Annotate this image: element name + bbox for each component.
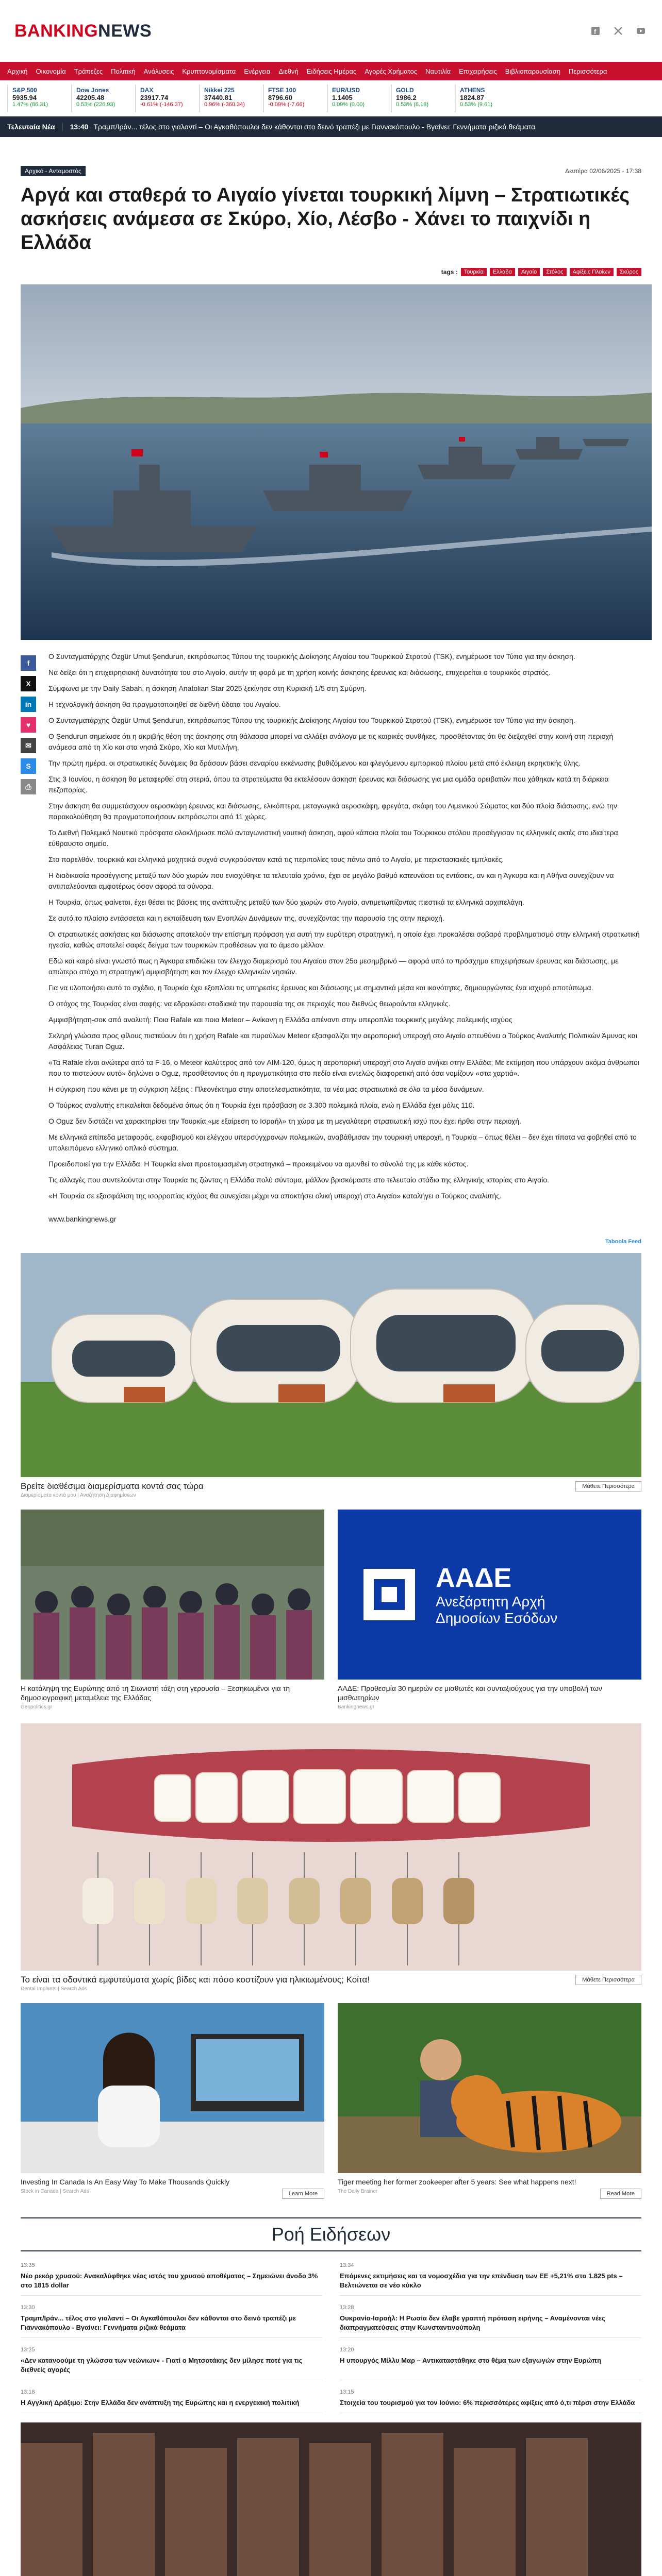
news-feed-title: Ροή Ειδήσεων xyxy=(21,2217,641,2251)
teeth-caption[interactable]: Το είναι τα οδοντικά εμφυτεύματα χωρίς βίδες και πόσο κοστίζουν για ηλικιωμένους; Κοίτα! xyxy=(21,1975,370,1985)
share-button[interactable]: in xyxy=(21,697,36,712)
teeth-button[interactable]: Μάθετε Περισσότερα xyxy=(575,1975,641,1985)
share-button[interactable]: ✉ xyxy=(21,738,36,753)
feed-item[interactable] xyxy=(340,2345,641,2380)
feed-text: Ουκρανία-Ισραήλ: Η Ρωσία δεν έλαβε γραπτή πρόταση ειρήνης – Αναμένονται νέες διαπραγματεύσεις στην Κωνσταντινούπολη xyxy=(340,2314,605,2331)
tag-chip[interactable]: Ελλάδα xyxy=(490,268,515,276)
article-paragraph: Προειδοποιεί για την Ελλάδα: Η Τουρκία είναι προετοιμασμένη στρατηγικά – προκειμένου να αμυνθεί το σύνολό της με κάθε κόστος. xyxy=(48,1160,469,1168)
tag-chip[interactable]: Αφίξεις Πλοίων xyxy=(570,268,614,276)
ticker-value: 42205.48 xyxy=(76,93,105,101)
nav-item[interactable]: Ενέργεια xyxy=(244,67,271,75)
nav-item[interactable]: Διεθνή xyxy=(278,67,299,75)
article-paragraph: «Τα Rafale είναι ανώτερα από τα F-16, ο Meteor καλύτερος από τον AIM-120, όμως η αεροπορική υπεροχή στο Αιγαίο ανήκει στην Ελλάδα; Με εκτίμηση που υπάρχουν ακόμα άνθρωποι που το πιστεύουν αυτό» δηλώνει ο Oguz, προσθέτοντας ότι η πραγματικότητα στο πεδίο είναι εντελώς διαφορετική από όσα νομίζουν «στα χαρτιά». xyxy=(48,1058,639,1077)
nav-item[interactable]: Τράπεζες xyxy=(74,67,103,75)
feed-item[interactable] xyxy=(21,2387,322,2413)
breaking-time: 13:40 xyxy=(70,123,89,131)
feed-time: 13:34 xyxy=(340,2262,354,2268)
tiger-source: The Daily Brainer xyxy=(338,2189,378,2194)
share-button[interactable]: ⎙ xyxy=(21,779,36,794)
article-paragraph: Να δείξει ότι η επιχειρησιακή δυνατότητα του στο Αιγαίο, αυτήν τη φορά με τη χρήση κοινής άσκησης έρευνας και διάσωσης, επιχειρείται ο τουρκικός στρατός. xyxy=(48,668,551,676)
ticker-name: GOLD xyxy=(396,86,414,94)
article-paragraph: Σε αυτό το πλαίσιο εντάσσεται και η εκπαίδευση των Ενοπλών Δυνάμεων της, συνεχίζοντας την παρουσία της στην περιοχή. xyxy=(48,914,444,922)
tag-chip[interactable]: Στόλος xyxy=(543,268,566,276)
sponsored-main-button[interactable]: Μάθετε Περισσότερα xyxy=(575,1481,641,1492)
article-paragraph: Στις 3 Ιουνίου, η άσκηση θα μεταφερθεί στη στεριά, όπου τα στρατεύματα θα εκτελέσουν άσκηση έρευνας και διάσωσης για μια ομάδα ορειβατών που χάθηκαν κατά τη διάρκεια πεζοπορίας. xyxy=(48,775,609,794)
ticker-change: 0.09% (0.00) xyxy=(332,101,365,108)
nav-item[interactable]: Οικονομία xyxy=(36,67,66,75)
article-paragraph: Ο Συνταγματάρχης Özgür Umut Şendurun, εκπρόσωπος Τύπου της τουρκικής Διοίκησης Αιγαίου του Τουρκικού Στρατού (TSK), ενημέρωσε τον Τύπο για την άσκηση. xyxy=(48,716,575,724)
ticker-item[interactable] xyxy=(7,84,66,112)
tiger-caption[interactable]: Tiger meeting her former zookeeper after 5 years: See what happens next! xyxy=(338,2178,576,2186)
logo-part-1: BANKING xyxy=(14,21,98,41)
article-paragraph: Το Διεθνή Πολεμικό Ναυτικό πρόσφατα ολοκλήρωσε πολύ ανταγωνιστική ναυτική άσκηση, αφού κάποια πλοία του Τούρκικου στόλου προσέγγισαν τις ελληνικές ακτές στο ιδιαίτερα εύθραυστο σημείο. xyxy=(48,828,618,848)
feed-time: 13:20 xyxy=(340,2347,354,2353)
ticker-value: 8796.60 xyxy=(268,93,292,101)
logo-part-2: NEWS xyxy=(98,21,152,41)
feed-item[interactable] xyxy=(21,2261,322,2296)
sponsored-card-woman[interactable] xyxy=(21,2003,324,2199)
aade-caption[interactable]: ΑΑΔΕ: Προθεσμία 30 ημερών σε μισθωτές και συνταξιούχους για την υποβολή των μισθωτηρίων xyxy=(338,1684,602,1702)
article-paragraph: Οι στρατιωτικές ασκήσεις και διάσωσης αποτελούν την επίσημη πρόφαση για αυτή την ευρύτερη στρατηγική, η οποία έχει προκαλέσει σοβαρό προβληματισμό στην ελληνική στρατιωτική ηγεσία, καθώς αποτελεί σαφές δείγμα των τουρκικών προθέσεων για το άμεσο μέλλον. xyxy=(48,930,640,949)
ticker-name: ATHENS xyxy=(460,86,485,94)
article-paragraph: Στο παρελθόν, τουρκικά και ελληνικά μαχητικά συχνά συγκρούονταν κατά τις περιπολίες τους πάνω από το Αιγαίο, με περιστασιακές εμπλοκές. xyxy=(48,855,504,863)
nav-item[interactable]: Αρχική xyxy=(7,67,28,75)
article-paragraph: Σύμφωνα με την Daily Sabah, η άσκηση Anatolian Star 2025 ξεκίνησε στη Κυριακή 1/5 στη Σμύρνη. xyxy=(48,684,367,692)
article-tags xyxy=(21,268,641,276)
article-category[interactable]: Αρχικό - Ανταμοστός xyxy=(21,166,86,176)
breaking-label: Τελευταία Νέα xyxy=(7,123,63,131)
article-paragraph: Με ελληνικά επίπεδα μεταφοράς, εκφοβισμού και ελέγχου υπερσύγχρονων πολεμικών, αναβάθμισαν την τουρκική υπεροχή, η Τουρκία – όπως θέλει – δεν έχει τίποτα να φοβηθεί από το υπολειπόμενο ελληνικό οπλικό σύστημα. xyxy=(48,1133,637,1152)
teeth-image xyxy=(21,1723,641,1971)
article-paragraph: Η Τουρκία, όπως φαίνεται, έχει θέσει τις βάσεις της ανάπτυξης μεταξύ των δύο χωρών στο Αιγαίο, αντιμετωπίζοντας πιεστικά τα ελληνικά αρχιπελάγη. xyxy=(48,898,524,906)
ticker-name: DAX xyxy=(140,86,154,94)
share-button[interactable]: ♥ xyxy=(21,717,36,733)
feed-time: 13:18 xyxy=(21,2389,35,2395)
share-button[interactable]: S xyxy=(21,758,36,774)
ticker-change: 0.53% (226.93) xyxy=(76,101,115,108)
feed-text: Επόμενες εκτιμήσεις και τα νομοσχέδια για την επένδυση των ΕΕ +5,21% στα 1.825 pts – Βελτιώνεται σε νέο κύκλο xyxy=(340,2272,623,2289)
article-paragraph: Ο Τούρκος αναλυτής επικαλείται δεδομένα όπως ότι η Τουρκία έχει πρόσβαση σε 3.300 πολεμικά πλοία, ενώ η Ελλάδα έχει μόλις 110. xyxy=(48,1101,475,1109)
ticker-item[interactable] xyxy=(391,84,450,112)
feed-time: 13:30 xyxy=(21,2304,35,2311)
ticker-change: -0.61% (-146.37) xyxy=(140,101,183,108)
feed-text: Η Αγγλική Δράξιμο: Στην Ελλάδα δεν ανάπτυξη της Ευρώπης και η ενεργειακή πολιτική xyxy=(21,2399,300,2406)
article-paragraph: Ο στόχος της Τουρκίας είναι σαφής: να εδραιώσει σταδιακά την παρουσία της σε περιοχές που διεθνώς θεωρούνται ελληνικές. xyxy=(48,999,451,1008)
woman-image xyxy=(21,2003,324,2173)
ticker-change: 0.53% (6.18) xyxy=(396,101,428,108)
sponsored-card-tiger[interactable] xyxy=(338,2003,641,2199)
crowd-image xyxy=(21,1510,324,1680)
nav-item[interactable]: Ναυτιλία xyxy=(425,67,451,75)
article-hero-image xyxy=(21,284,652,640)
ticker-item[interactable] xyxy=(135,84,194,112)
ticker-value: 37440.81 xyxy=(204,93,233,101)
feed-text: Η υπουργός Μίλλυ Μαρ – Αντικαταστάθηκε στο θέμα των εξαγωγών στην Ευρώπη xyxy=(340,2357,602,2364)
ticker-value: 1824.87 xyxy=(460,93,484,101)
article-paragraph: Η διαδικασία προσέγγισης μεταξύ των δύο χωρών που ενισχύθηκε τα τελευταία χρόνια, έχει σε μεγάλο βαθμό κατευνάσει τις εντάσεις, αν και η Άγκυρα και η Αθήνα συνεχίζουν να αντιπαλεύονται αμφοτέρως όσον αφορά τα σύνορα. xyxy=(48,871,614,890)
ticker-value: 1986.2 xyxy=(396,93,417,101)
youtube-icon[interactable] xyxy=(634,24,648,38)
tag-chip[interactable]: Τουρκία xyxy=(461,268,487,276)
teeth-source: Dental Implants | Search Ads xyxy=(21,1986,87,1992)
article-paragraph: Ο Συνταγματάρχης Özgür Umut Şendurun, εκπρόσωπος Τύπου της τουρκικής Διοίκησης Αιγαίου του Τουρκικού Στρατού (TSK), ενημέρωσε τον Τύπο για την άσκηση. xyxy=(48,652,575,660)
feed-text: Τραμπ/Ιράν... τέλος στο γιαλαντί – Οι Αγκαθόπουλοι δεν κάθονται στο δεινό τραπέζι με Γιαννακόπουλο - Βγαίνει: Γεννήματα ριζικά θεάματα xyxy=(21,2314,296,2331)
ticker-name: EUR/USD xyxy=(332,86,360,94)
share-button[interactable]: f xyxy=(21,655,36,671)
ticker-item[interactable] xyxy=(263,84,322,112)
feed-time: 13:35 xyxy=(21,2262,35,2268)
feed-time: 13:25 xyxy=(21,2347,35,2353)
article-title: Αργά και σταθερά το Αιγαίο γίνεται τουρκική λίμνη – Στρατιωτικές ασκήσεις ανάμεσα σε Σκύρο, Χίο, Λέσβο - Χάνει το παιχνίδι η Ελλάδα xyxy=(21,184,630,253)
article-paragraph: Την πρώτη ημέρα, οι στρατιωτικές δυνάμεις θα δράσουν βάσει σεναρίου εκκένωσης βυθιζόμενου και φλεγόμενου εμπορικού πλοίου μετά από έκλειψη εκρηκτικής ύλης. xyxy=(48,759,581,767)
aade-logo-text: ΑΑΔΕ xyxy=(436,1563,512,1593)
breaking-news-strip xyxy=(0,116,662,137)
news-feed xyxy=(21,2261,641,2413)
share-bar xyxy=(21,651,48,1207)
tag-chip[interactable]: Αιγαίο xyxy=(518,268,540,276)
sponsored-row-2 xyxy=(21,2003,641,2199)
article-body xyxy=(48,651,641,1207)
tag-chip[interactable]: Σκύρος xyxy=(617,268,641,276)
nav-item[interactable]: Ειδήσεις Ημέρας xyxy=(306,67,357,75)
svg-text:f: f xyxy=(594,28,597,36)
woman-source: Stock in Canada | Search Ads xyxy=(21,2189,89,2194)
article-date: Δευτέρα 02/06/2025 - 17:38 xyxy=(565,167,641,175)
aade-line-1: Ανεξάρτητη Αρχή xyxy=(436,1594,545,1609)
ticker-name: Dow Jones xyxy=(76,86,109,94)
site-logo[interactable] xyxy=(14,21,152,41)
site-header xyxy=(0,0,662,62)
sponsored-row-1 xyxy=(21,1510,641,1710)
ticker-item[interactable] xyxy=(455,84,514,112)
ticker-item[interactable] xyxy=(327,84,386,112)
social-links xyxy=(589,24,648,38)
ticker-item[interactable] xyxy=(71,84,130,112)
feed-text: Νέο ρεκόρ χρυσού: Ανακαλύφθηκε νέος ιστός του χρυσού αποθέματος – Σημειώνει άνοδο 3% στο 1815 dollar xyxy=(21,2272,318,2289)
main-nav xyxy=(0,62,662,80)
feed-text: «Δεν κατανοούμε τη γλώσσα των νεώνιων» - Γιατί ο Μητσοτάκης δεν μίλησε ποτέ για τις διεθνείς αγορές xyxy=(21,2357,303,2374)
sponsored-label[interactable]: Taboola Feed xyxy=(605,1239,641,1245)
nav-item[interactable]: Βιβλιοπαρουσίαση xyxy=(505,67,560,75)
feed-item[interactable] xyxy=(340,2387,641,2413)
article xyxy=(0,137,662,1223)
aade-logo-icon xyxy=(358,1564,420,1625)
article-source[interactable]: www.bankingnews.gr xyxy=(48,1215,117,1223)
article-paragraph: Στην άσκηση θα συμμετάσχουν αεροσκάφη έρευνας και διάσωσης, ελικόπτερα, μεταγωγικά αεροσκάφη, φρεγάτα, σκάφη του Λιμενικού Σώματος και δύο πλοία διάσωσης, ενώ την παρακολούθηση θα πραγματοποιήσουν εκπρόσωποι από 11 χώρες. xyxy=(48,802,618,821)
feed-time: 13:28 xyxy=(340,2304,354,2311)
ticker-value: 5935.94 xyxy=(12,93,37,101)
woman-caption[interactable]: Investing In Canada Is An Easy Way To Make Thousands Quickly xyxy=(21,2178,230,2186)
sponsored-teeth[interactable] xyxy=(21,1723,641,1992)
sponsored-main-caption[interactable]: Βρείτε διαθέσιμα διαμερίσματα κοντά σας τώρα xyxy=(21,1481,204,1491)
nav-item[interactable]: Κρυπτονομίσματα xyxy=(182,67,236,75)
article-paragraph: Τις αλλαγές που συντελούνται στην Τουρκία τις ζώντας η Ελλάδα πολύ σύντομα, μάλλον βρισκόμαστε στο τελευταίο στάδιο της ελληνικής ιστορίας στο Αιγαίο. xyxy=(48,1176,550,1184)
woman-button[interactable]: Learn More xyxy=(282,2189,324,2199)
ticker-change: 0.53% (9.61) xyxy=(460,101,492,108)
article-paragraph: Ο Oguz δεν διστάζει να χαρακτηρίσει την Τουρκία «με εξαίρεση το Ισραήλ» τη χώρα με τη μεγαλύτερη στρατιωτική ισχύ που έχει ήρθει στην περιοχή. xyxy=(48,1117,521,1125)
feed-item[interactable] xyxy=(21,2303,322,2338)
article-paragraph: Εδώ και καιρό είναι γνωστό πως η Άγκυρα επιδιώκει τον έλεγχο διαμερισμό του Αιγαίου στον 25ο μεσημβρινό — αφορά υπό το πρόσχημα επιχειρήσεων έρευνας και διάσωσης, με απώτερο στόχο τη στρατηγική αμφισβήτηση και τον έλεγχο ελληνικών νησιών. xyxy=(48,957,619,976)
share-button[interactable]: X xyxy=(21,676,36,691)
article-paragraph: Η τεχνολογική άσκηση θα πραγματοποιηθεί σε διεθνή ύδατα του Αιγαίου. xyxy=(48,700,281,708)
article-paragraph: Για να υλοποιήσει αυτό το σχέδιο, η Τουρκία έχει εξοπλίσει τις υπηρεσίες έρευνας και διάσωσης με σημαντικά μέσα και ικανότητες, δημιουργώντας ένα ισχυρό αποτύπωμα. xyxy=(48,984,593,992)
ticker-name: Nikkei 225 xyxy=(204,86,235,94)
article-paragraph: Η σύγκριση που κάνει με τη σύγκριση λέξεις : Πλεονέκτημα στην αποτελεσματικότητα, τα νέα μας στρατιωτικά σε όλα τα μέσα δυνάμεων. xyxy=(48,1085,484,1093)
crowd-caption[interactable]: Η κατάληψη της Ευρώπης από τη Σιωνιστή τάξη στη γερουσία – Ξεσηκωμένοι για τη δημοσιογραφική μεταμέλεια της Ελλάδας xyxy=(21,1684,290,1702)
nav-item[interactable]: Περισσότερα xyxy=(568,67,607,75)
article-paragraph: Σκληρή γλώσσα προς φίλους πιστεύουν ότι η χρήση Rafale και πυραύλων Meteor εξασφαλίζει την αεροπορική υπεροχή στο Αιγαίο απευθύνει ο Τούρκος Αναλυτής Πολιτικών Άμυνας και Ασφάλειας Turan Oguz. xyxy=(48,1031,637,1050)
facebook-icon[interactable] xyxy=(589,24,602,38)
feed-item[interactable] xyxy=(340,2303,641,2338)
market-tickers xyxy=(0,80,662,116)
ticker-value: 23917.74 xyxy=(140,93,169,101)
breaking-text[interactable]: Τραμπ/Ιράν... τέλος στο γιαλαντί – Οι Αγκαθόπουλοι δεν κάθονται στο δεινό τραπέζι με Γιαννακόπουλο - Βγαίνει: Γεννήματα ριζικά θεάματα xyxy=(93,123,536,131)
tags-label: tags : xyxy=(441,268,458,276)
nav-item[interactable]: Επιχειρήσεις xyxy=(459,67,497,75)
bottom-photo xyxy=(21,2422,641,2576)
sponsored-card-aade[interactable] xyxy=(338,1510,641,1710)
sponsored-main-image[interactable] xyxy=(21,1253,641,1477)
sponsored-main-source: Διαμερίσματα κοντά μου | Αναζήτηση Διαφημίσεων xyxy=(21,1493,136,1498)
feed-text: Στοιχεία του τουρισμού για τον Ιούνιο: 6% περισσότερες αφίξεις από ό,τι πέρσι στην Ελλάδα xyxy=(340,2399,635,2406)
sponsored-card-crowd[interactable] xyxy=(21,1510,324,1710)
x-icon[interactable] xyxy=(611,24,625,38)
tiger-button[interactable]: Read More xyxy=(600,2189,641,2199)
crowd-source: Geopolitics.gr xyxy=(21,1704,53,1710)
ticker-item[interactable] xyxy=(199,84,258,112)
article-paragraph: Ο Şendurun σημείωσε ότι η ακριβής θέση της άσκησης στη θάλασσα μπορεί να αλλάξει ανάλογα με τις καιρικές συνθήκες, προσθέτοντας ότι θα διεξαχθεί στην κοινή στη περιοχή ανάμεσα από τη Χίο και στα νησιά Σκύρο, Χίο και Μυτιλήνη. xyxy=(48,732,614,751)
ticker-name: FTSE 100 xyxy=(268,86,296,94)
aade-image xyxy=(338,1510,641,1680)
article-paragraph: Αμφισβήτηση-σοκ από αναλυτή: Ποια Rafale και ποια Meteor – Ανίκανη η Ελλάδα απέναντι στην υπεροπλία τουρκικής μεγάλης πολεμικής ισχύος xyxy=(48,1015,512,1024)
ticker-value: 1.1405 xyxy=(332,93,353,101)
aade-line-2: Δημοσίων Εσόδων xyxy=(436,1610,558,1626)
nav-item[interactable]: Ανάλυσεις xyxy=(143,67,174,75)
nav-item[interactable]: Αγορές Χρήματος xyxy=(365,67,418,75)
nav-item[interactable]: Πολιτική xyxy=(111,67,136,75)
ticker-change: -0.09% (-7.66) xyxy=(268,101,305,108)
tiger-image xyxy=(338,2003,641,2173)
ticker-name: S&P 500 xyxy=(12,86,37,94)
feed-item[interactable] xyxy=(340,2261,641,2296)
feed-time: 13:15 xyxy=(340,2389,354,2395)
article-paragraph: «Η Τουρκία σε εξασφάλιση της ισορροπίας ισχύος θα συνεχίσει μέχρι να αποκτήσει ολική υπεροχή στο Αιγαίο» καταλήγει ο Τούρκος αναλυτής. xyxy=(48,1192,502,1200)
feed-item[interactable] xyxy=(21,2345,322,2380)
aade-source: Bankingnews.gr xyxy=(338,1704,375,1710)
ticker-change: 1.47% (86.31) xyxy=(12,101,48,108)
ticker-change: 0.96% (-360.34) xyxy=(204,101,245,108)
